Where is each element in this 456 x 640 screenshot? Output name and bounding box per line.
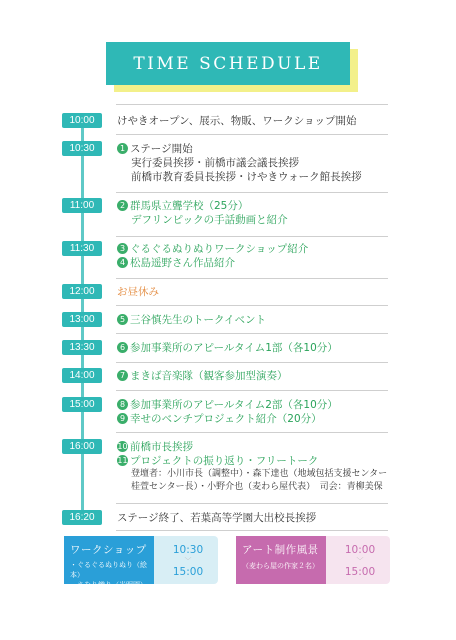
workshop-desc: ・ぐるぐるぬりぬり（絵本） xyxy=(70,561,147,579)
time-badge: 10:30 xyxy=(62,141,102,156)
art-times xyxy=(334,542,386,580)
title-banner xyxy=(106,42,358,92)
divider xyxy=(116,362,388,363)
schedule-text: ステージ終了、若葉高等学園大出校長挨拶 xyxy=(117,512,317,524)
schedule-text: 7 まきば音楽隊（観客参加型演奏） xyxy=(117,369,288,383)
start-time: 10:00 xyxy=(344,544,376,556)
divider xyxy=(116,503,388,504)
end-time: 15:00 xyxy=(172,566,204,578)
time-badge: 16:20 xyxy=(62,510,102,525)
time-badge: 12:00 xyxy=(62,284,102,299)
number-badge: 7 xyxy=(117,370,128,381)
number-badge: 8 xyxy=(117,399,128,410)
art-box xyxy=(236,536,390,584)
workshop-times xyxy=(162,542,214,580)
schedule-text: 1 ステージ開始 実行委員挨拶・前橋市議会議長挨拶 前橋市教育委員長挨拶・けやきウォーク館長挨拶 xyxy=(117,142,362,184)
number-badge: 9 xyxy=(117,413,128,424)
number-badge: 2 xyxy=(117,200,128,211)
divider xyxy=(116,236,388,237)
start-time: 10:30 xyxy=(172,544,204,556)
page-title: TIME SCHEDULE xyxy=(133,53,323,74)
chevron-down-icon: ﹀ xyxy=(356,557,364,565)
schedule-text: 8 参加事業所のアピールタイム2部（各10分） 9 幸せのベンチプロジェクト紹介（20分） xyxy=(117,398,338,426)
schedule-text: けやきオープン、展示、物販、ワークショップ開始 xyxy=(117,115,357,127)
workshop-title: ワークショップ xyxy=(70,544,147,556)
time-badge: 16:00 xyxy=(62,439,102,454)
time-badge: 15:00 xyxy=(62,397,102,412)
divider xyxy=(116,333,388,334)
divider xyxy=(116,192,388,193)
time-badge: 10:00 xyxy=(62,113,102,128)
time-badge: 13:30 xyxy=(62,340,102,355)
number-badge: 4 xyxy=(117,257,128,268)
divider xyxy=(116,390,388,391)
time-badge: 11:30 xyxy=(62,241,102,256)
number-badge: 6 xyxy=(117,342,128,353)
divider xyxy=(116,278,388,279)
divider xyxy=(116,104,388,105)
workshop-tag xyxy=(64,536,154,589)
title-box xyxy=(106,42,350,85)
number-badge: 3 xyxy=(117,243,128,254)
chevron-down-icon: ﹀ xyxy=(184,557,192,565)
divider xyxy=(116,305,388,306)
art-title: アート制作風景 xyxy=(242,544,319,556)
number-badge: 5 xyxy=(117,314,128,325)
art-desc: （麦わら屋の作家２名） xyxy=(242,562,319,570)
schedule-text: 2 群馬県立聾学校（25分） デフリンピックの手話動画と紹介 xyxy=(117,199,288,227)
divider xyxy=(116,432,388,433)
time-badge: 11:00 xyxy=(62,198,102,213)
time-badge: 13:00 xyxy=(62,312,102,327)
schedule-text: 3 ぐるぐるぬりぬりワークショップ紹介 4 松島遥野さん作品紹介 xyxy=(117,242,308,270)
end-time: 15:00 xyxy=(344,566,376,578)
number-badge: 10 xyxy=(117,442,128,451)
time-badge: 14:00 xyxy=(62,368,102,383)
art-tag xyxy=(236,536,326,584)
number-badge: 11 xyxy=(117,456,128,465)
schedule-text: 10 前橋市長挨拶 11 プロジェクトの振り返り・フリートーク 登壇者：小川市長（調整中）・森下達也（地域包括支援センター 桂萱センター長）・小野介也（麦わら屋代表） 司会：青柳美保 xyxy=(117,441,388,492)
number-badge: 1 xyxy=(117,143,128,154)
workshop-desc: ・さをり織り（光明園） xyxy=(70,581,147,589)
schedule-text: お昼休み xyxy=(117,286,159,298)
divider xyxy=(116,134,388,135)
workshop-box xyxy=(64,536,218,589)
divider xyxy=(116,530,388,531)
schedule-text: 5 三谷慎先生のトークイベント xyxy=(117,313,266,327)
schedule-text: 6 参加事業所のアピールタイム1部（各10分） xyxy=(117,341,338,355)
